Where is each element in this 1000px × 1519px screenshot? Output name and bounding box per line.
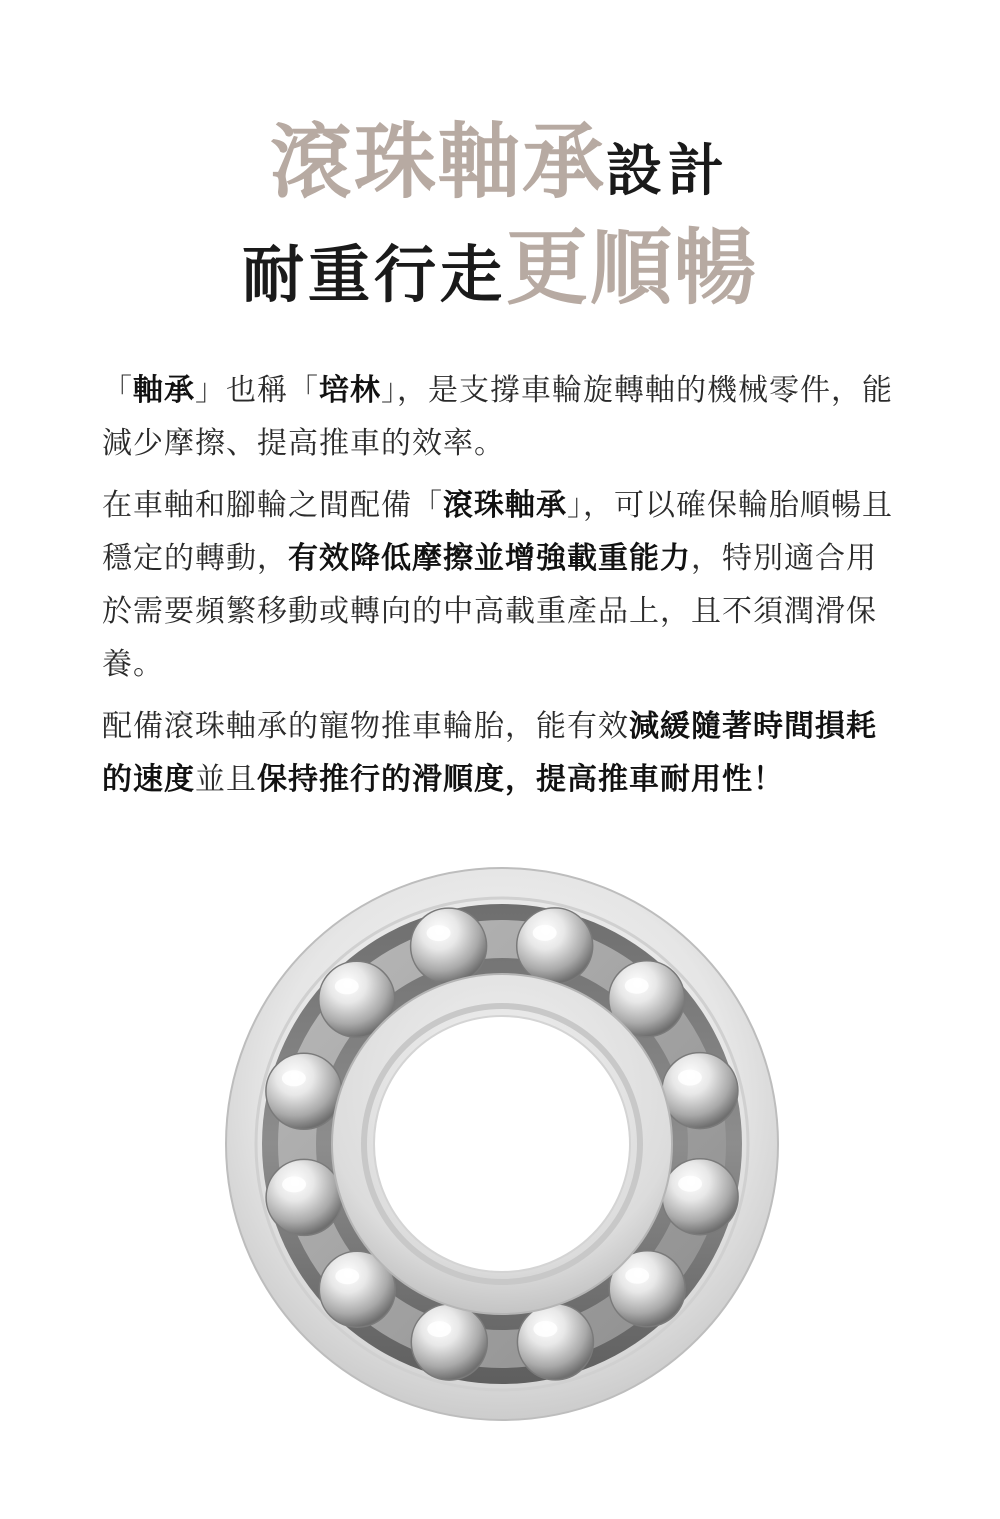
headline-accent-bearing: 滾珠軸承: [269, 115, 606, 210]
highlight-text: 滾珠軸承: [443, 488, 567, 523]
steel-ball: [266, 1159, 342, 1235]
body-text: 配備滾珠軸承的寵物推車輪胎，能有效: [102, 709, 629, 744]
ball-highlight: [678, 1070, 702, 1086]
steel-ball: [411, 1304, 487, 1380]
ball-highlight: [282, 1176, 306, 1192]
headline-accent-smoother: 更順暢: [506, 221, 759, 316]
headline-heavy-duty: 耐重行走: [241, 238, 506, 311]
description-paragraph: [102, 700, 902, 806]
body-text: ，特別適合用於需要頻繁移動或轉向的中高載重產品上，且不須潤滑保養。: [102, 541, 877, 682]
ball-highlight: [335, 978, 359, 994]
headline-line-2: [0, 221, 1000, 316]
steel-ball: [517, 908, 593, 984]
ball-highlight: [678, 1176, 702, 1192]
ball-highlight: [625, 1268, 649, 1284]
ball-highlight: [533, 925, 557, 941]
ball-highlight: [625, 978, 649, 994]
description-body: [102, 364, 902, 815]
steel-ball: [662, 1159, 738, 1235]
bearing-bore: [374, 1016, 630, 1272]
body-text: 並且: [195, 762, 257, 797]
body-text: 「: [102, 373, 133, 408]
steel-ball: [411, 908, 487, 984]
steel-ball: [266, 1053, 342, 1129]
headline-design: 設計: [606, 139, 730, 204]
ball-highlight: [427, 1321, 451, 1337]
ball-highlight: [427, 925, 451, 941]
ball-bearing-icon: [224, 866, 780, 1422]
steel-ball: [662, 1053, 738, 1129]
body-text: 」也稱「: [195, 373, 319, 408]
highlight-text: 保持推行的滑順度，提高推車耐用性！: [257, 762, 784, 797]
body-text: 」，是支撐車輪旋轉軸的機械零件，能減少摩擦、提高推車的效率。: [102, 373, 893, 461]
highlight-text: 軸承: [133, 373, 195, 408]
body-text: 」，可以確保輪胎順暢且穩定的轉動，: [102, 488, 893, 576]
ball-highlight: [335, 1268, 359, 1284]
highlight-text: 培林: [319, 373, 381, 408]
highlight-text: 減緩隨著時間損耗的速度: [102, 709, 877, 797]
description-paragraph: [102, 479, 902, 691]
description-paragraph: [102, 364, 902, 470]
headline-line-1: [0, 115, 1000, 210]
highlight-text: 有效降低摩擦並增強載重能力: [288, 541, 691, 576]
steel-ball: [517, 1304, 593, 1380]
body-text: 在車軸和腳輪之間配備「: [102, 488, 443, 523]
ball-highlight: [282, 1070, 306, 1086]
ball-highlight: [533, 1321, 557, 1337]
